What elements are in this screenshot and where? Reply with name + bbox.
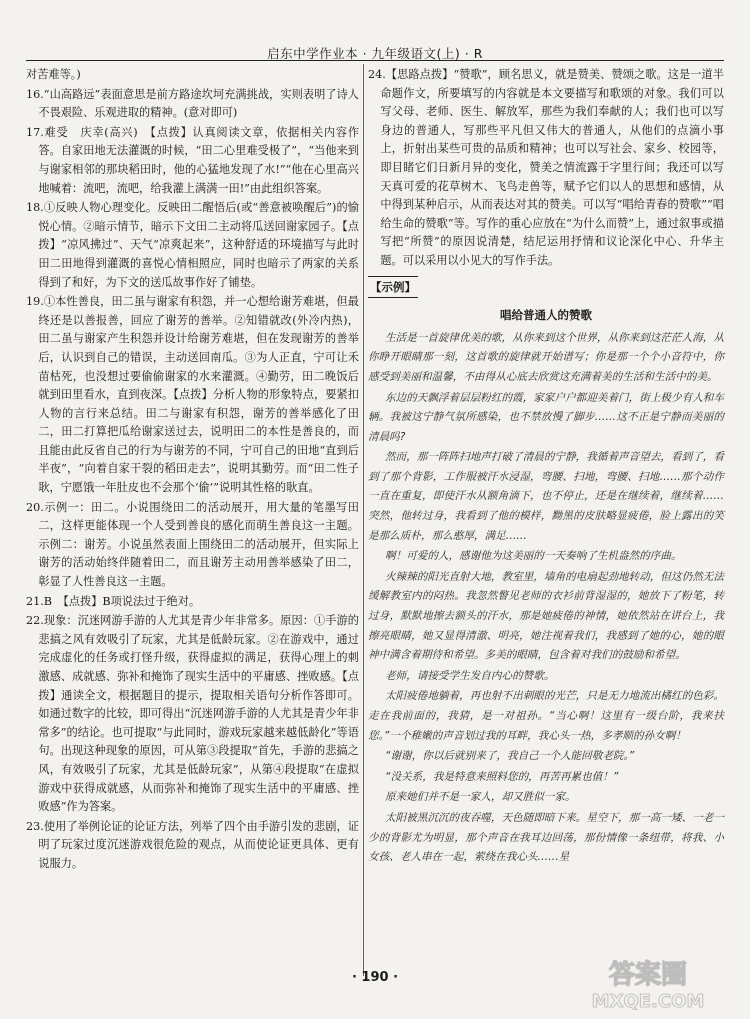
essay-paragraph: 啊！可爱的人，感谢他为这美丽的一天奏响了生机盎然的序曲。 [384,550,682,563]
essay-paragraph: “谢谢，你以后就别来了，我自己一个人能回敬老院。” [384,750,635,763]
answer-22: 22.现象：沉迷网游手游的人尤其是青少年非常多。原因：①手游的悲搞之风有效吸引了玩家，尤其是低龄玩家。②在游戏中，通过完成虚化的任务或打怪升级，获得虚拟的满足，获得心理上的刺激感、成就感、弥补和掩饰了现实生活中的平庸感、挫败感。【点拨】通读全文，根据题目的提示，提取相关语句分析作答即可。如通过数字的比较，即可得出“沉迷网游手游的人尤其是青少年非常多”的结论。也可提取“与此同时，游戏玩家越来越低龄化”等语句。出现这种现象的原因，可从第③段提取“首先，手游的悲搞之风，有效吸引了玩家，尤其是低龄玩家”，从第④段提取“在虚拟游戏中获得成就感，从而弥补和掩饰了现实生活中的平庸感、挫败感”作为答案。 [26,614,359,814]
answer-18: 18.①反映人物心理变化。反映田二醒悟后(或“善意被唤醒后”)的愉悦心情。②暗示情节，暗示下文田二主动将瓜送回谢家园子。【点拨】“凉风拂过”、天气“凉爽起来”，这种舒适的环境描写与此时田二田地得到灌溉的喜悦心情相照应，同时也暗示了两家的关系得到了和好，为下文的送瓜故事作好了铺垫。 [26,201,359,289]
left-column [26,66,359,875]
answer-23: 23.使用了举例论证的论证方法，列举了四个由手游引发的悲剧，证明了玩家过度沉迷游戏很危险的观点，从而使论证更具体、更有说服力。 [26,819,359,870]
essay-paragraph: 火辣辣的阳光直射大地，教室里，墙角的电扇起劲地转动，但这仍然无法缓解教室内的闷热。我忽然瞥见老师的衣衫前背湿湿的，她放下了粉笔，转过身，默默地擦去额头的汗水，那是她疲倦的神情，她依然站在讲台上，我擦亮眼睛，她又显得清澈、明亮，她注视着我们，我感到了她的心，她的眼神中满含着期待和希望。多美的眼睛，包含着对我们的鼓励和希望。 [368,570,724,662]
answer-20: 20.示例一：田二。小说围绕田二的活动展开，用大量的笔墨写田二，这样更能体现一个人受到善良的感化而萌生善良这一主题。示例二：谢芳。小说虽然表面上围绕田二的活动展开，但实际上谢芳的活动始终伴随着田二，而且谢芳主动用善举感染了田二，彰显了人性善良这一主题。 [26,500,359,589]
essay-paragraph: 东边的天飘浮着层层粉红的霞，家家户户都迎美着门，街上极少有人和车辆。我被这宁静气氛所感染，也不禁放慢了脚步……这不正是宁静而美丽的清晨吗? [368,391,724,443]
answer-19: 19.①本性善良，田二虽与谢家有积怨，并一心想给谢芳难堪，但最终还是以善报善，回应了谢芳的善举。②知错就改(外冷内热)，田二虽与谢家产生积怨并设计给谢芳难堪，但在发现谢芳的善举后，认识到自己的错误，主动送回南瓜。③为人正直，宁可让禾苗枯死，也没想过要偷偷谢家的水来灌溉。④勤劳，田二晚饭后就到田里看水，直到夜深。【点拨】分析人物的形象特点，要紧扣人物的言行来总结。田二与谢家有积怨，谢芳的善举感化了田二，田二打算把瓜给谢家送过去，说明田二的本性是善良的，而且能由此反省自己的行为与谢芳的不同，宁可自己的田地“直到后半夜”，“向着自家干裂的稻田走去”，说明其勤劳。而“田二性子耿，宁愿饿一年肚皮也不会那个‘偷’”说明其性格的耿直。 [26,295,359,495]
essay-title: 唱给普通人的赞歌 [500,308,592,323]
right-column [368,66,724,869]
answer-21: 21.B 【点拨】B项说法过于绝对。 [26,594,201,608]
page-number: · 190 · [351,970,399,985]
running-header: 启东中学作业本 · 九年级语文(上) · R [267,46,483,61]
essay-paragraph: 原来她们并不是一家人，却又胜似一家。 [384,791,576,804]
column-divider [363,64,364,976]
answer-17: 17.难受 庆幸(高兴) 【点拨】认真阅读文章，依据相关内容作答。自家田地无法灌溉的时候，“田二心里难受极了”，“当他来到与谢家相邻的那块稻田时，他的心猛地发现了水!”“他在心里高兴地喊着：流吧，流吧，给我灌上满满一田!”由此组织答案。 [26,125,359,195]
answer-15-cont: 对苦难等。) [26,68,81,81]
essay-paragraph: “没关系，我是特意来照料您的，再苦再累也值！” [384,770,619,783]
answer-24: 24.【思路点拨】“赞歌”，顾名思义，就是赞美、赞颂之歌。这是一道半命题作文，所要填写的内容就是本文要描写和歌颂的对象。我们可以写父母、老师、医生、解放军，那些为我们奉献的人；我们也可以写身边的普通人，写那些平凡但又伟大的普通人，从他们的点滴小事上，折射出某些可贵的品质和精神；也可以写社会、家乡、校园等，即目睹它们日新月异的变化，赞美之情流露于字里行间；我还可以写天真可爱的花草树木、飞鸟走兽等，赋予它们以人的思想和感情，从中得到某种启示，从而表达对其的赞美。可以写“唱给青春的赞歌”“唱给生命的赞歌”等。写作的重心应放在“为什么而赞”上，通过叙事或描写把“所赞”的原因说清楚，结尼运用抒情和议论深化中心、升华主题。可以采用以小见大的写作手法。 [368,68,724,267]
essay-paragraph: 太阳被黑沉沉的夜吞噬，天色随即暗下来。星空下，那一高一矮、一老一少的背影尤为明显，那个声音在我耳边回荡，那份情像一条纽带，将我、小女孩、老人串在一起，萦绕在我心头……星 [368,811,724,864]
answer-16: 16.“山高路远”表面意思是前方路途坎坷充满挑战，实则表明了诗人不畏艰险、乐观进取的精神。(意对即可) [26,87,359,120]
essay-paragraph: 太阳疲倦地躺着，再也射不出刺眼的光芒，只是无力地流出橘红的色彩。走在我前面的，我猜，是一对祖孙。“当心啊！这里有一级台阶，我来扶您。”一个稚嫩的声音划过我的耳畔，我心头一热，多孝顺的孙女啊！ [368,690,724,742]
essay-paragraph: 老师，请接受学生发自内心的赞歌。 [384,669,555,682]
sample-label: 【示例】 [368,276,418,299]
header-rule [26,60,724,61]
watermark-line1: 答案圈 [608,960,688,990]
watermark-logo [568,953,728,1013]
watermark-line2: MXQE.COM [591,991,705,1012]
essay-paragraph: 生活是一首旋律优美的歌，从你来到这个世界，从你来到这茫茫人海，从你睁开眼睛那一刻，这首歌的旋律就开始谱写；你是那一个个小音符中，你感受到美丽和温馨，不由得从心底去欣赏这充满着美的生活和生活中的美。 [368,331,724,383]
essay-paragraph: 然而，那一阵阵扫地声打破了清晨的宁静，我循着声音望去，看到了，看到了那个背影，工作服被汗水浸湿，弯腰、扫地，弯腰、扫地……那个动作一直在重复，即使汗水从额角滴下，也不停止，还是在继续着，继续着……突然，他转过身，我看到了他的模样，黝黑的皮肤略显疲倦，脸上露出的笑是那么质朴，那么憨厚，满足…… [368,451,724,542]
